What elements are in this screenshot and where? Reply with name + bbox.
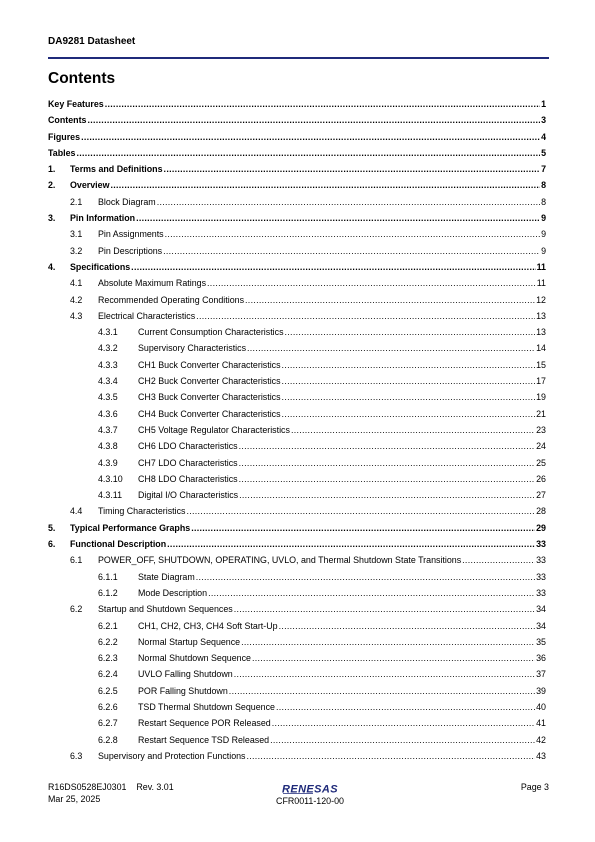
- toc-entry-number: 3.2: [70, 245, 83, 256]
- toc-entry-page: 34: [536, 604, 546, 615]
- toc-entry-title: Contents: [48, 115, 87, 126]
- toc-entry-page: 33: [536, 539, 546, 550]
- toc-entry-number: 6.2.1: [98, 620, 118, 631]
- toc-entry-page: 4: [541, 131, 546, 142]
- toc-dot-leader: [252, 650, 535, 666]
- toc-entry[interactable]: [48, 536, 546, 552]
- renesas-logo: [273, 782, 347, 795]
- toc-entry-title: Recommended Operating Conditions: [98, 294, 245, 305]
- toc-dot-leader: [291, 422, 535, 438]
- toc-entry-number: 4.2: [70, 294, 83, 305]
- toc-entry-page: 13: [536, 327, 546, 338]
- toc-entry-page: 27: [536, 490, 546, 501]
- toc-entry-page: 11: [536, 261, 546, 272]
- toc-dot-leader: [282, 389, 536, 405]
- header-divider: [48, 57, 549, 59]
- toc-entry-title: Functional Description: [70, 539, 167, 550]
- document-date: Mar 25, 2025: [48, 793, 101, 804]
- toc-entry-page: 33: [536, 587, 546, 598]
- toc-entry-number: 4.3.6: [98, 408, 118, 419]
- toc-entry-number: 4.3.1: [98, 327, 118, 338]
- toc-entry-number: 6.2.7: [98, 718, 118, 729]
- toc-entry[interactable]: [48, 520, 546, 536]
- toc-entry[interactable]: [48, 194, 546, 210]
- toc-entry-page: 7: [541, 164, 546, 175]
- toc-entry-title: Current Consumption Characteristics: [138, 327, 284, 338]
- toc-entry[interactable]: [48, 210, 546, 226]
- toc-entry-number: 6.2.8: [98, 734, 118, 745]
- toc-entry-number: 6.1.1: [98, 571, 118, 582]
- toc-entry-number: 6.: [48, 539, 56, 550]
- toc-entry[interactable]: [48, 259, 546, 275]
- toc-dot-leader: [164, 161, 541, 177]
- toc-entry-number: 2.: [48, 180, 56, 191]
- toc-dot-leader: [276, 699, 535, 715]
- table-of-contents: [48, 96, 546, 764]
- toc-entry[interactable]: [48, 601, 546, 617]
- toc-entry-page: 34: [536, 620, 546, 631]
- toc-entry-title: State Diagram: [138, 571, 195, 582]
- toc-entry-number: 6.1: [70, 555, 83, 566]
- toc-entry-page: 37: [536, 669, 546, 680]
- toc-dot-leader: [76, 145, 540, 161]
- toc-entry[interactable]: [48, 650, 546, 666]
- toc-entry-number: 4.4: [70, 506, 83, 517]
- document-number: R16DS0528EJ0301: [48, 782, 127, 792]
- toc-entry[interactable]: [48, 96, 546, 112]
- toc-entry-title: POWER_OFF, SHUTDOWN, OPERATING, UVLO, and Thermal Shutdown State Transitions: [98, 555, 462, 566]
- toc-entry-page: 33: [536, 571, 546, 582]
- toc-entry-title: Figures: [48, 131, 81, 142]
- toc-entry-title: Specifications: [70, 261, 131, 272]
- toc-entry-title: Digital I/O Characteristics: [138, 490, 239, 501]
- toc-entry[interactable]: [48, 683, 546, 699]
- toc-entry-page: 29: [536, 522, 546, 533]
- toc-entry-title: Absolute Maximum Ratings: [98, 278, 207, 289]
- toc-entry-title: CH5 Voltage Regulator Characteristics: [138, 424, 290, 435]
- toc-entry-number: 6.3: [70, 750, 83, 761]
- toc-entry[interactable]: [48, 569, 546, 585]
- toc-entry-number: 4.3.9: [98, 457, 118, 468]
- toc-entry-number: 4.3.4: [98, 376, 118, 387]
- toc-entry[interactable]: [48, 373, 546, 389]
- toc-entry-number: 6.2.4: [98, 669, 118, 680]
- toc-dot-leader: [136, 210, 540, 226]
- toc-entry[interactable]: [48, 389, 546, 405]
- toc-entry[interactable]: [48, 177, 546, 193]
- toc-entry-number: 6.2: [70, 604, 83, 615]
- page-title: Contents: [48, 70, 116, 87]
- toc-entry-title: UVLO Falling Shutdown: [138, 669, 233, 680]
- toc-entry-title: Mode Description: [138, 587, 208, 598]
- toc-entry-number: 4.3.7: [98, 424, 118, 435]
- toc-entry-title: Pin Descriptions: [98, 245, 163, 256]
- toc-entry[interactable]: [48, 145, 546, 161]
- toc-entry[interactable]: [48, 324, 546, 340]
- toc-entry-number: 4.: [48, 261, 56, 272]
- page-number: Page 3: [520, 782, 549, 792]
- toc-entry[interactable]: [48, 715, 546, 731]
- toc-entry-title: Typical Performance Graphs: [70, 522, 191, 533]
- toc-entry-number: 3.1: [70, 229, 83, 240]
- toc-entry-number: 6.2.5: [98, 685, 118, 696]
- toc-entry-title: Electrical Characteristics: [98, 310, 196, 321]
- toc-entry-page: 21: [536, 408, 546, 419]
- toc-entry[interactable]: [48, 275, 546, 291]
- toc-entry-page: 3: [541, 115, 546, 126]
- toc-dot-leader: [282, 373, 536, 389]
- toc-entry[interactable]: [48, 438, 546, 454]
- toc-entry-page: 11: [536, 278, 546, 289]
- toc-entry-page: 24: [536, 441, 546, 452]
- toc-entry-number: 4.3.5: [98, 392, 118, 403]
- toc-entry-number: 6.2.2: [98, 636, 118, 647]
- renesas-logo-text: RENESAS: [282, 783, 338, 795]
- toc-entry-page: 12: [536, 294, 546, 305]
- toc-entry-title: CH6 LDO Characteristics: [138, 441, 238, 452]
- toc-entry-title: POR Falling Shutdown: [138, 685, 228, 696]
- toc-dot-leader: [282, 406, 536, 422]
- toc-dot-leader: [229, 683, 535, 699]
- toc-entry-number: 6.1.2: [98, 587, 118, 598]
- toc-entry-title: Terms and Definitions: [70, 164, 163, 175]
- toc-entry-title: Overview: [70, 180, 110, 191]
- toc-entry-title: Normal Shutdown Sequence: [138, 653, 251, 664]
- toc-entry-page: 25: [536, 457, 546, 468]
- toc-entry-page: 19: [536, 392, 546, 403]
- toc-dot-leader: [163, 243, 540, 259]
- toc-entry-title: TSD Thermal Shutdown Sequence: [138, 701, 275, 712]
- toc-entry-title: Normal Startup Sequence: [138, 636, 241, 647]
- toc-dot-leader: [234, 666, 535, 682]
- toc-entry-page: 14: [536, 343, 546, 354]
- toc-entry[interactable]: [48, 487, 546, 503]
- toc-entry-title: Supervisory Characteristics: [138, 343, 247, 354]
- toc-entry-page: 26: [536, 473, 546, 484]
- toc-dot-leader: [239, 471, 536, 487]
- toc-entry[interactable]: [48, 422, 546, 438]
- toc-entry-number: 5.: [48, 522, 56, 533]
- toc-entry-title: Key Features: [48, 99, 104, 109]
- toc-entry-number: 6.2.3: [98, 653, 118, 664]
- toc-entry[interactable]: [48, 634, 546, 650]
- toc-entry-number: 4.3.3: [98, 359, 118, 370]
- toc-entry-title: Startup and Shutdown Sequences: [98, 604, 233, 615]
- toc-dot-leader: [272, 715, 535, 731]
- toc-entry[interactable]: [48, 699, 546, 715]
- toc-entry[interactable]: [48, 406, 546, 422]
- toc-entry-title: Timing Characteristics: [98, 506, 186, 517]
- toc-entry-title: CH4 Buck Converter Characteristics: [138, 408, 281, 419]
- toc-entry[interactable]: [48, 748, 546, 764]
- toc-entry[interactable]: [48, 357, 546, 373]
- toc-entry-title: Pin Assignments: [98, 229, 164, 240]
- toc-entry[interactable]: [48, 292, 546, 308]
- toc-entry[interactable]: [48, 243, 546, 259]
- toc-entry[interactable]: [48, 618, 546, 634]
- toc-entry-page: 9: [541, 213, 546, 224]
- page-footer: [48, 782, 549, 822]
- document-revision: Rev. 3.01: [136, 782, 174, 792]
- toc-entry-page: 33: [536, 555, 546, 566]
- toc-entry-page: 36: [536, 653, 546, 664]
- toc-dot-leader: [282, 357, 536, 373]
- toc-entry-page: 8: [541, 196, 546, 207]
- toc-dot-leader: [239, 438, 536, 454]
- toc-entry-page: 23: [536, 424, 546, 435]
- toc-entry-title: CH1, CH2, CH3, CH4 Soft Start-Up: [138, 620, 278, 631]
- toc-entry[interactable]: [48, 503, 546, 519]
- toc-entry[interactable]: [48, 455, 546, 471]
- toc-entry[interactable]: [48, 226, 546, 242]
- toc-dot-leader: [167, 536, 535, 552]
- toc-dot-leader: [462, 552, 535, 568]
- form-code: CFR0011-120-00: [276, 796, 344, 806]
- toc-entry-number: 6.2.6: [98, 701, 118, 712]
- toc-dot-leader: [196, 569, 535, 585]
- toc-entry-page: 13: [536, 310, 546, 321]
- toc-entry[interactable]: [48, 129, 546, 145]
- toc-entry[interactable]: [48, 666, 546, 682]
- toc-entry-title: Supervisory and Protection Functions: [98, 750, 246, 761]
- toc-entry-title: CH1 Buck Converter Characteristics: [138, 359, 281, 370]
- toc-entry-page: 5: [541, 147, 546, 158]
- toc-entry-title: Tables: [48, 147, 76, 158]
- toc-dot-leader: [239, 487, 535, 503]
- toc-entry[interactable]: [48, 340, 546, 356]
- toc-dot-leader: [285, 324, 536, 340]
- toc-entry[interactable]: [48, 112, 546, 128]
- toc-dot-leader: [247, 748, 536, 764]
- toc-entry-page: 40: [536, 701, 546, 712]
- toc-entry-title: CH7 LDO Characteristics: [138, 457, 238, 468]
- toc-entry-page: 15: [536, 359, 546, 370]
- toc-entry-title: CH2 Buck Converter Characteristics: [138, 376, 281, 387]
- toc-entry-page: 28: [536, 506, 546, 517]
- toc-dot-leader: [270, 732, 535, 748]
- toc-entry-title: Restart Sequence TSD Released: [138, 734, 270, 745]
- toc-dot-leader: [245, 292, 535, 308]
- toc-dot-leader: [157, 194, 540, 210]
- toc-entry-title: Restart Sequence POR Released: [138, 718, 271, 729]
- toc-entry-number: 1.: [48, 164, 56, 175]
- toc-entry-number: 2.1: [70, 196, 83, 207]
- toc-dot-leader: [234, 601, 535, 617]
- toc-entry-number: 4.3.2: [98, 343, 118, 354]
- toc-entry-number: 4.1: [70, 278, 83, 289]
- toc-entry-page: 9: [541, 229, 546, 240]
- toc-dot-leader: [191, 520, 535, 536]
- footer-center: [262, 782, 358, 807]
- toc-entry-page: 41: [536, 718, 546, 729]
- toc-dot-leader: [105, 96, 540, 112]
- toc-entry[interactable]: [48, 308, 546, 324]
- toc-entry-page: 17: [536, 376, 546, 387]
- toc-entry[interactable]: [48, 471, 546, 487]
- footer-document-info: [48, 782, 174, 805]
- toc-entry-number: 4.3: [70, 310, 83, 321]
- toc-entry-number: 4.3.10: [98, 473, 123, 484]
- toc-dot-leader: [239, 455, 536, 471]
- toc-entry[interactable]: [48, 732, 546, 748]
- toc-dot-leader: [279, 618, 536, 634]
- toc-dot-leader: [110, 177, 540, 193]
- toc-entry-title: Block Diagram: [98, 196, 156, 207]
- toc-dot-leader: [186, 503, 535, 519]
- toc-dot-leader: [241, 634, 535, 650]
- toc-entry-number: 4.3.11: [98, 490, 123, 501]
- toc-entry[interactable]: [48, 552, 546, 568]
- toc-dot-leader: [207, 275, 536, 291]
- toc-dot-leader: [87, 112, 540, 128]
- toc-entry-title: Pin Information: [70, 213, 136, 224]
- toc-entry[interactable]: [48, 585, 546, 601]
- toc-entry-page: 8: [541, 180, 546, 191]
- toc-entry-title: CH3 Buck Converter Characteristics: [138, 392, 281, 403]
- toc-entry-page: 1: [541, 99, 546, 109]
- toc-entry[interactable]: [48, 161, 546, 177]
- toc-dot-leader: [81, 129, 540, 145]
- toc-dot-leader: [247, 340, 535, 356]
- toc-entry-page: 42: [536, 734, 546, 745]
- toc-entry-title: CH8 LDO Characteristics: [138, 473, 238, 484]
- toc-entry-number: 4.3.8: [98, 441, 118, 452]
- toc-dot-leader: [131, 259, 535, 275]
- toc-entry-number: 3.: [48, 213, 56, 224]
- document-header-title: DA9281 Datasheet: [48, 36, 136, 47]
- toc-dot-leader: [165, 226, 540, 242]
- toc-entry-page: 39: [536, 685, 546, 696]
- toc-entry-page: 35: [536, 636, 546, 647]
- toc-entry-page: 43: [536, 750, 546, 761]
- toc-dot-leader: [196, 308, 535, 324]
- toc-dot-leader: [208, 585, 535, 601]
- toc-entry-page: 9: [541, 245, 546, 256]
